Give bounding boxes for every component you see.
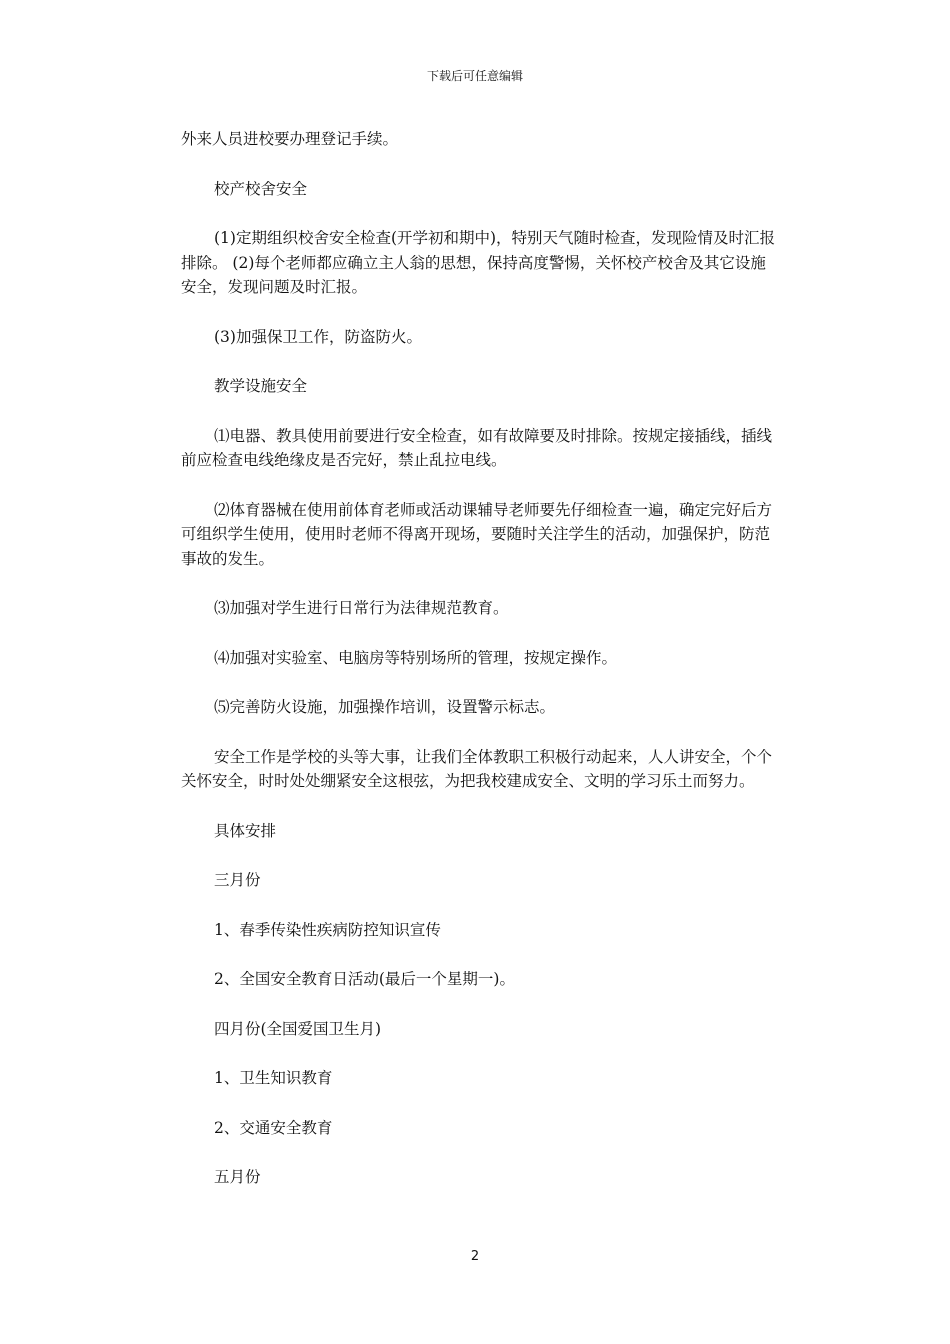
paragraph: ⑷加强对实验室、电脑房等特别场所的管理，按规定操作。 <box>214 648 618 667</box>
paragraph: 安全工作是学校的头等大事，让我们全体教职工积极行动起来，人人讲安全，个个关怀安全，时时处处绷紧安全这根弦，为把我校建成安全、文明的学习乐土而努力。 <box>181 747 773 790</box>
section-heading: 校产校舍安全 <box>214 179 308 198</box>
document-body <box>181 127 781 1215</box>
paragraph: 外来人员进校要办理登记手续。 <box>181 130 399 148</box>
list-item: 1、春季传染性疾病防控知识宣传 <box>214 920 441 939</box>
list-item: 2、交通安全教育 <box>214 1118 333 1137</box>
section-heading: 具体安排 <box>214 821 277 840</box>
paragraph: ⑴电器、教具使用前要进行安全检查，如有故障要及时排除。按规定接插线，插线前应检查电线绝缘皮是否完好，禁止乱拉电线。 <box>181 426 773 469</box>
paragraph: ⑵体育器械在使用前体育老师或活动课辅导老师要先仔细检查一遍，确定完好后方可组织学生使用，使用时老师不得离开现场，要随时关注学生的活动，加强保护，防范事故的发生。 <box>181 500 773 568</box>
paragraph: (3)加强保卫工作，防盗防火。 <box>214 327 422 346</box>
month-heading: 四月份(全国爱国卫生月) <box>214 1019 382 1038</box>
month-heading: 五月份 <box>214 1168 261 1186</box>
section-heading: 教学设施安全 <box>214 377 308 395</box>
list-item: 1、卫生知识教育 <box>214 1069 333 1087</box>
list-item: 2、全国安全教育日活动(最后一个星期一)。 <box>214 970 515 988</box>
paragraph: ⑶加强对学生进行日常行为法律规范教育。 <box>214 599 509 617</box>
page-header: 下载后可任意编辑 <box>426 69 523 83</box>
paragraph: ⑸完善防火设施，加强操作培训，设置警示标志。 <box>214 698 556 716</box>
paragraph: (1)定期组织校舍安全检查(开学初和期中)，特别天气随时检查，发现险情及时汇报排除。 (2)每个老师都应确立主人翁的思想，保持高度警惕，关怀校产校舍及其它设施安全，发现问题及时汇报。 <box>181 229 776 296</box>
month-heading: 三月份 <box>214 871 261 889</box>
page-number: 2 <box>470 1249 480 1264</box>
